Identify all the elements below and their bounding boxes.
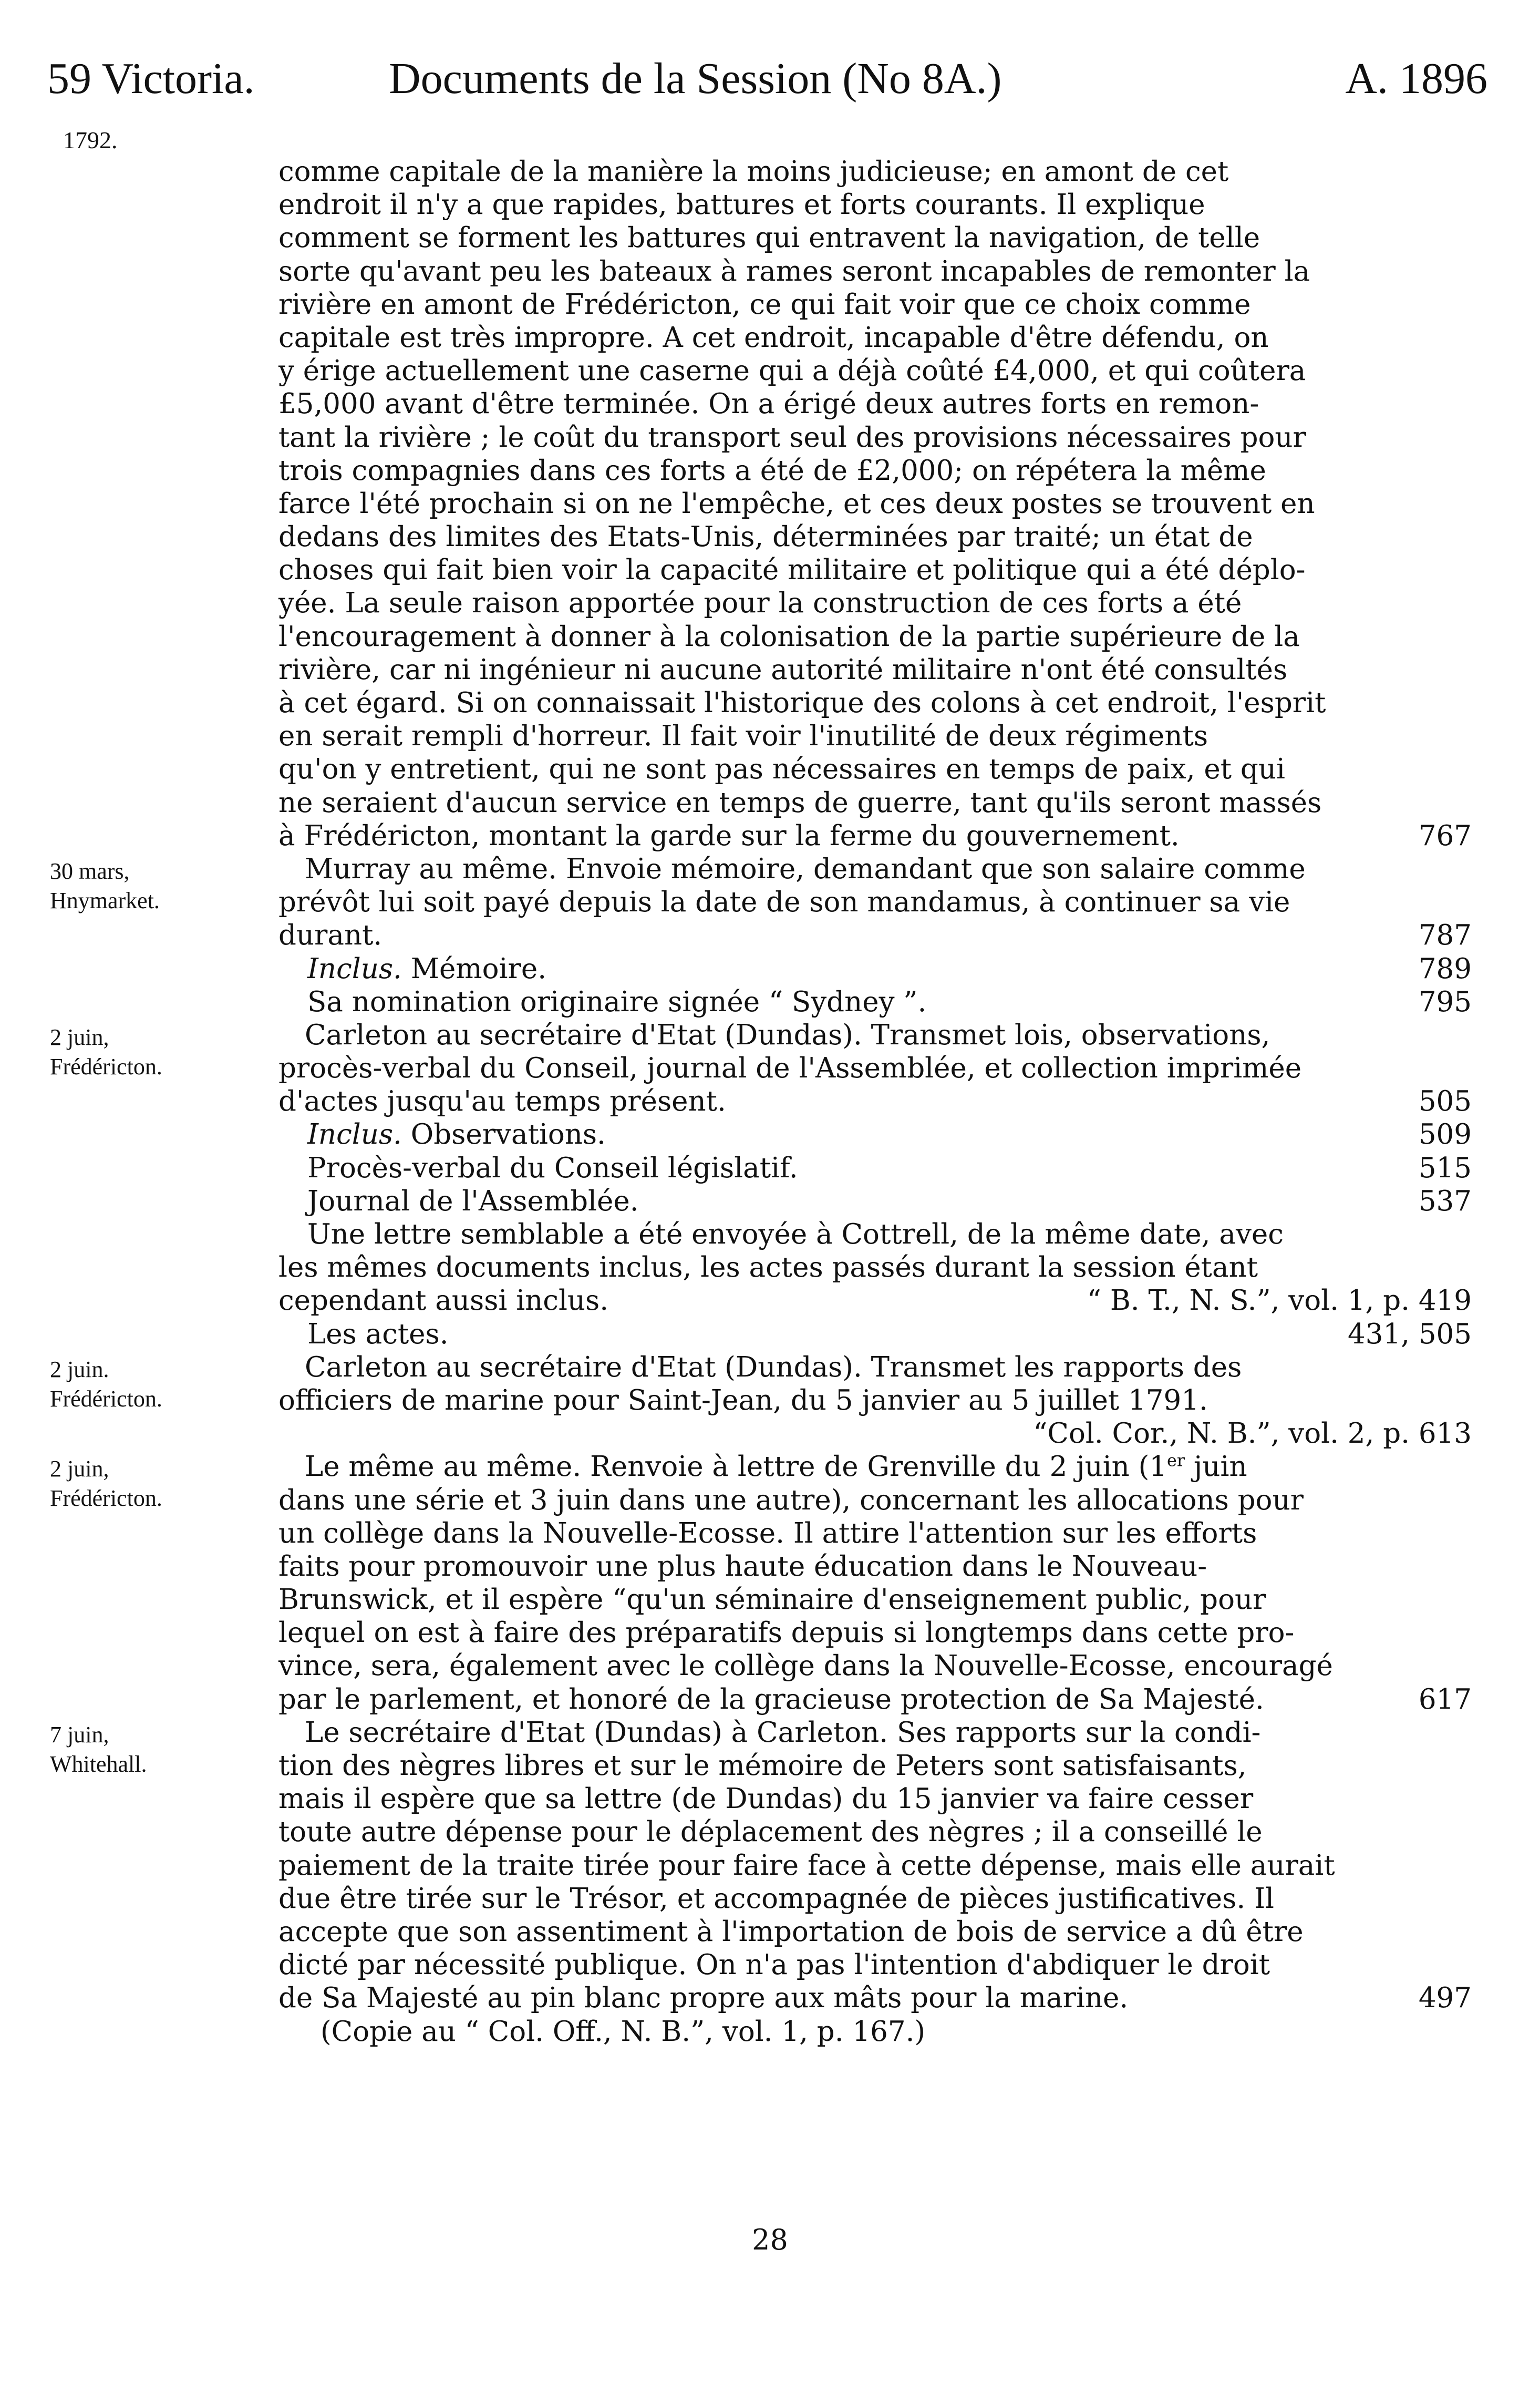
line-text: endroit il n'y a que rapides, battures et forts courants. Il explique <box>278 189 1205 221</box>
enclosure-text <box>307 1152 798 1185</box>
line-text: rivière en amont de Frédéricton, ce qui fait voir que ce choix comme <box>278 288 1251 321</box>
line-text: Les actes. <box>307 1318 449 1350</box>
text-line <box>0 520 1540 553</box>
text-line <box>0 819 1540 852</box>
text-line <box>0 1052 1540 1085</box>
line-text: vince, sera, également avec le collège dans la Nouvelle-Ecosse, encouragé <box>278 1650 1333 1682</box>
page-reference: 497 <box>1418 1982 1472 2015</box>
margin-date-place: Frédéricton. <box>50 1385 162 1412</box>
line-text: à Frédéricton, montant la garde sur la ferme du gouvernement. <box>278 819 1180 852</box>
text-line <box>0 620 1540 653</box>
text-line <box>0 1550 1540 1583</box>
text-line <box>0 720 1540 753</box>
running-header <box>47 50 1487 108</box>
text-line <box>0 454 1540 487</box>
line-text: tion des nègres libres et sur le mémoire de Peters sont satisfaisants, <box>278 1750 1247 1782</box>
line-text: en serait rempli d'horreur. Il fait voir l'inutilité de deux régiments <box>278 720 1208 753</box>
line-text: choses qui fait bien voir la capacité militaire et politique qui a été déplo- <box>278 554 1306 587</box>
line-text: l'encouragement à donner à la colonisation de la partie supérieure de la <box>278 620 1300 653</box>
text-line <box>0 786 1540 819</box>
text-line <box>0 1583 1540 1616</box>
line-text: dicté par nécessité publique. On n'a pas l'intention d'abdiquer le droit <box>278 1949 1270 1981</box>
text-line <box>0 653 1540 686</box>
line-text: trois compagnies dans ces forts a été de £2,000; on répétera la même <box>278 454 1266 487</box>
line-text: accepte que son assentiment à l'importation de bois de service a dû être <box>278 1915 1304 1948</box>
line-text: comme capitale de la manière la moins judicieuse; en amont de cet <box>278 156 1229 188</box>
page-reference: 537 <box>1418 1185 1472 1217</box>
text-line <box>0 1915 1540 1948</box>
enclosure-line <box>0 952 1540 985</box>
enclosure-line <box>0 1152 1540 1185</box>
text-line <box>0 487 1540 520</box>
line-text: procès-verbal du Conseil, journal de l'Assemblée, et collection imprimée <box>278 1052 1302 1085</box>
margin-date-day: 2 juin, <box>50 1024 109 1050</box>
line-text: officiers de marine pour Saint-Jean, du 5 janvier au 5 juillet 1791. <box>278 1384 1208 1416</box>
margin-date-day: 2 juin. <box>50 1356 109 1382</box>
page-reference: 789 <box>1418 952 1472 985</box>
line-text: paiement de la traite tirée pour faire face à cette dépense, mais elle aurait <box>278 1849 1335 1882</box>
text-line <box>0 753 1540 786</box>
line-text: Carleton au secrétaire d'Etat (Dundas). Transmet les rapports des <box>305 1351 1242 1383</box>
enclosure-title: Procès-verbal du Conseil législatif. <box>307 1152 798 1184</box>
page-reference: “Col. Cor., N. B.”, vol. 2, p. 613 <box>1033 1418 1472 1450</box>
margin-date-place: Frédéricton. <box>50 1053 162 1080</box>
text-line <box>0 1517 1540 1550</box>
margin-date-place: Whitehall. <box>50 1751 147 1777</box>
margin-date-place: Hnymarket. <box>50 887 160 913</box>
line-text: durant. <box>278 919 383 952</box>
text-line <box>0 1782 1540 1815</box>
enclosure-title: Observations. <box>410 1118 606 1151</box>
page-number: 28 <box>752 2223 788 2256</box>
page-reference: 431, 505 <box>1347 1318 1472 1350</box>
text-line <box>0 1318 1540 1351</box>
line-text: comment se forment les battures qui entravent la navigation, de telle <box>278 222 1260 254</box>
text-line <box>0 553 1540 587</box>
line-text: (Copie au “ Col. Off., N. B.”, vol. 1, p. 167.) <box>321 2015 926 2048</box>
page-reference: 787 <box>1418 919 1472 952</box>
header-center: Documents de la Session (No 8A.) <box>389 54 1002 103</box>
text-line <box>0 1649 1540 1682</box>
margin-date-day: 30 mars, <box>50 858 130 884</box>
text-line <box>0 1384 1540 1417</box>
enclosure-line <box>0 985 1540 1019</box>
line-text: prévôt lui soit payé depuis la date de son mandamus, à continuer sa vie <box>278 886 1290 919</box>
enclosure-line <box>0 1185 1540 1218</box>
line-text: Une lettre semblable a été envoyée à Cottrell, de la même date, avec <box>307 1218 1284 1250</box>
text-line <box>0 1417 1540 1450</box>
line-text-part: juin <box>1185 1451 1247 1483</box>
enclosure-label: Inclus. <box>307 1118 402 1151</box>
text-line <box>0 1749 1540 1782</box>
page-reference: 617 <box>1418 1683 1472 1716</box>
text-line <box>0 1815 1540 1848</box>
enclosure-label: Inclus. <box>307 952 402 985</box>
enclosure-title: Sa nomination originaire signée “ Sydney ”. <box>307 985 927 1018</box>
text-line <box>0 288 1540 321</box>
enclosure-text <box>307 985 926 1019</box>
line-text: rivière, car ni ingénieur ni aucune autorité militaire n'ont été consultés <box>278 653 1288 686</box>
margin-date-day: 7 juin, <box>50 1721 109 1748</box>
text-line <box>0 387 1540 420</box>
text-line <box>0 1948 1540 1981</box>
copy-note-line <box>0 2015 1540 2048</box>
page-reference: 515 <box>1418 1152 1472 1184</box>
line-text: dedans des limites des Etats-Unis, déterminées par traité; un état de <box>278 521 1253 553</box>
enclosure-text <box>307 1185 639 1218</box>
margin-date-place: Frédéricton. <box>50 1485 162 1512</box>
line-text: cependant aussi inclus. <box>278 1285 609 1317</box>
text-line <box>0 1218 1540 1251</box>
text-line <box>0 1849 1540 1882</box>
text-line <box>0 1616 1540 1649</box>
text-line <box>0 886 1540 919</box>
line-text: un collège dans la Nouvelle-Ecosse. Il attire l'attention sur les efforts <box>278 1517 1257 1549</box>
line-text: lequel on est à faire des préparatifs depuis si longtemps dans cette pro- <box>278 1617 1295 1649</box>
line-text: tant la rivière ; le coût du transport seul des provisions nécessaires pour <box>278 421 1306 454</box>
year-marker: 1792. <box>63 127 118 153</box>
margin-date-day: 2 juin, <box>50 1456 109 1482</box>
page-reference: 795 <box>1418 985 1472 1018</box>
line-text-part: Le même au même. Renvoie à lettre de Grenville du 2 juin (1 <box>305 1451 1167 1483</box>
line-text: ne seraient d'aucun service en temps de guerre, tant qu'ils seront massés <box>278 786 1322 819</box>
text-line <box>0 188 1540 221</box>
enclosure-text <box>307 952 546 985</box>
line-text: mais il espère que sa lettre (de Dundas) du 15 janvier va faire cesser <box>278 1783 1254 1815</box>
line-text: faits pour promouvoir une plus haute éducation dans le Nouveau- <box>278 1550 1207 1583</box>
text-line <box>0 1284 1540 1317</box>
text-line <box>0 1085 1540 1118</box>
text-line <box>0 221 1540 254</box>
text-line <box>0 1683 1540 1716</box>
text-line <box>0 587 1540 620</box>
page-reference: 509 <box>1418 1118 1472 1151</box>
line-text: dans une série et 3 juin dans une autre), concernant les allocations pour <box>278 1484 1304 1516</box>
line-text: Brunswick, et il espère “qu'un séminaire d'enseignement public, pour <box>278 1584 1266 1616</box>
document-body <box>0 155 1540 2048</box>
line-text: y érige actuellement une caserne qui a déjà coûté £4,000, et qui coûtera <box>278 355 1306 387</box>
line-text: de Sa Majesté au pin blanc propre aux mâts pour la marine. <box>278 1982 1129 2015</box>
text-line <box>0 421 1540 454</box>
enclosure-line <box>0 1118 1540 1151</box>
superscript: er <box>1167 1451 1185 1471</box>
enclosure-title: Journal de l'Assemblée. <box>307 1185 639 1217</box>
text-line <box>0 321 1540 354</box>
line-text: Carleton au secrétaire d'Etat (Dundas). Transmet lois, observations, <box>305 1019 1270 1051</box>
line-text: farce l'été prochain si on ne l'empêche, et ces deux postes se trouvent en <box>278 487 1315 520</box>
line-text: d'actes jusqu'au temps présent. <box>278 1085 726 1118</box>
text-line <box>0 255 1540 288</box>
text-line <box>0 1981 1540 2015</box>
enclosure-text <box>307 1118 606 1151</box>
text-line <box>0 1251 1540 1284</box>
line-text: capitale est très impropre. A cet endroit, incapable d'être défendu, on <box>278 321 1269 354</box>
text-line <box>0 919 1540 952</box>
line-text <box>305 1450 1247 1483</box>
page-reference: “ B. T., N. S.”, vol. 1, p. 419 <box>1087 1285 1472 1317</box>
header-right: A. 1896 <box>1345 54 1487 103</box>
line-text: £5,000 avant d'être terminée. On a érigé deux autres forts en remon- <box>278 388 1259 420</box>
line-text: toute autre dépense pour le déplacement des nègres ; il a conseillé le <box>278 1816 1263 1848</box>
line-text: qu'on y entretient, qui ne sont pas nécessaires en temps de paix, et qui <box>278 753 1285 786</box>
line-text: Le secrétaire d'Etat (Dundas) à Carleton. Ses rapports sur la condi- <box>305 1716 1261 1749</box>
page-reference: 767 <box>1418 819 1472 852</box>
line-text: par le parlement, et honoré de la gracieuse protection de Sa Majesté. <box>278 1683 1264 1716</box>
header-left: 59 Victoria. <box>47 54 255 103</box>
enclosure-title: Mémoire. <box>410 952 547 985</box>
text-line <box>0 1882 1540 1915</box>
text-line <box>0 155 1540 188</box>
line-text: Murray au même. Envoie mémoire, demandant que son salaire comme <box>305 852 1306 885</box>
page-reference: 505 <box>1418 1085 1472 1118</box>
line-text: à cet égard. Si on connaissait l'historique des colons à cet endroit, l'esprit <box>278 687 1326 719</box>
text-line <box>0 1484 1540 1517</box>
text-line <box>0 686 1540 720</box>
line-text: due être tirée sur le Trésor, et accompagnée de pièces justificatives. Il <box>278 1882 1274 1915</box>
line-text: les mêmes documents inclus, les actes passés durant la session étant <box>278 1251 1258 1284</box>
line-text: sorte qu'avant peu les bateaux à rames seront incapables de remonter la <box>278 255 1310 287</box>
text-line <box>0 354 1540 387</box>
line-text: yée. La seule raison apportée pour la construction de ces forts a été <box>278 587 1242 620</box>
